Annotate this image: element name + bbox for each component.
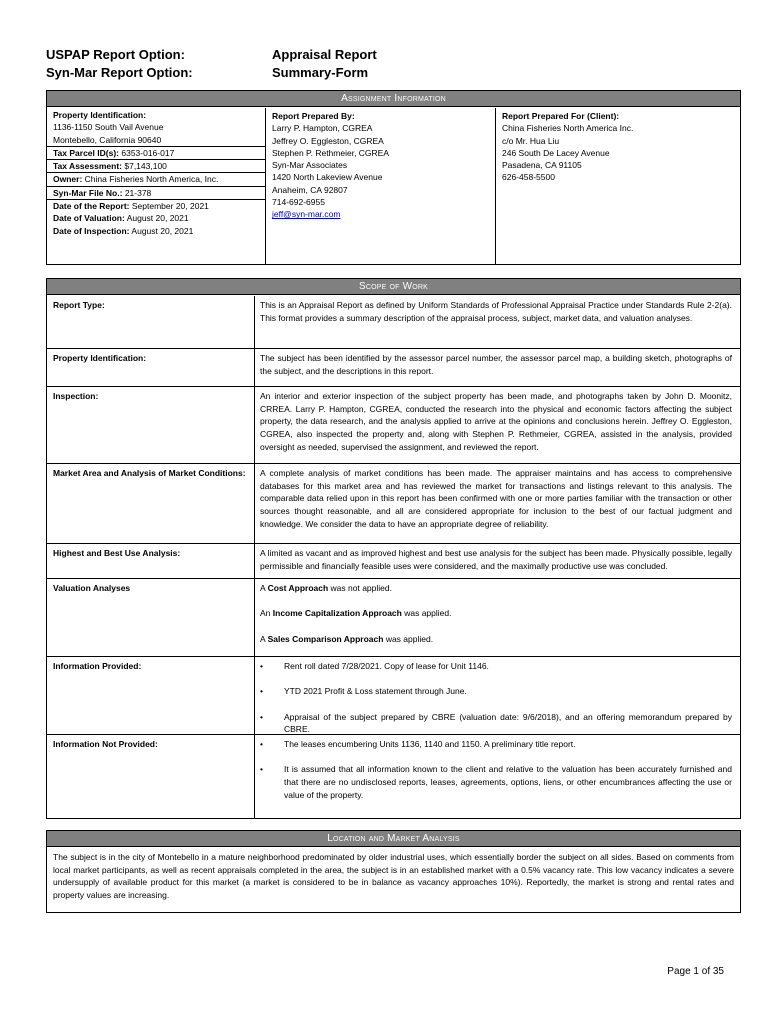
inspection-row [47, 386, 740, 463]
list-item: • Rent roll dated 7/28/2021. Copy of lease for Unit 1146. [260, 661, 489, 671]
inspection-label: Inspection: [53, 391, 99, 401]
prepared-by-line: Syn-Mar Associates [272, 160, 348, 171]
prepared-for-line: 246 South De Lacey Avenue [502, 147, 610, 158]
owner-row: Owner: China Fisheries North America, Inc. [47, 172, 265, 185]
prepared-for-line: c/o Mr. Hua Liu [502, 135, 560, 146]
property-identification-row [47, 348, 740, 386]
location-section-title: Location and Market Analysis [47, 831, 740, 847]
information-not-provided-label: Information Not Provided: [53, 739, 158, 749]
sales-comparison-line: A Sales Comparison Approach was applied. [260, 633, 434, 644]
report-date-row: Date of the Report: September 20, 2021 [47, 199, 265, 212]
prepared-for-line: China Fisheries North America Inc. [502, 123, 634, 134]
valuation-analyses-row [47, 578, 740, 656]
report-type-label: Report Type: [53, 300, 105, 310]
list-item: • Appraisal of the subject prepared by CBRE (valuation date: 9/6/2018), and an offering memorandum prepared by CBRE. [260, 711, 732, 735]
property-identification-text: The subject has been identified by the assessor parcel number, the assessor parcel map, a building sketch, photographs of the subject, and the descriptions in this report. [260, 353, 732, 376]
list-item: • YTD 2021 Profit & Loss statement through June. [260, 686, 467, 697]
address-line-2: Montebello, California 90640 [53, 134, 162, 145]
page-number: Page 1 of 35 [667, 966, 724, 977]
inspection-date-row: Date of Inspection: August 20, 2021 [53, 225, 194, 236]
synmar-option-value: Summary-Form [272, 65, 369, 80]
information-provided-row [47, 656, 740, 734]
information-provided-label: Information Provided: [53, 661, 142, 671]
report-type-text: This is an Appraisal Report as defined by Uniform Standards of Professional Appraisal Practice under Standards Rule 2-2(a). This format provides a summary description of the appraisal process, subject, market data, and valuation analyses. [260, 300, 732, 323]
highest-best-use-text: A limited as vacant and as improved highest and best use analysis for the subject has been made. Physically possible, legally permissible and financially feasible uses were considered, and the maximally productive use was concluded. [260, 548, 732, 571]
market-analysis-row [47, 463, 740, 543]
address-line-1: 1136-1150 South Vail Avenue [53, 122, 164, 133]
property-id-label: Property Identification: [53, 110, 147, 120]
market-analysis-text: A complete analysis of market conditions has been made. The appraiser maintains and has access to comprehensive databases for this market area and has reviewed the market for transactions and listings relevant to this analysis. The comparable data relied upon in this report has been confirmed with one or more parties familiar with the transaction or other sources thought reasonable, and all are considered appropriate for inclusion to the best of our factual judgment and knowledge. We consider the data to have an appropriate degree of reliability. [260, 468, 732, 529]
bullet-icon: • [260, 764, 263, 775]
prepared-by-column [266, 108, 496, 264]
uspap-option-value: Appraisal Report [272, 47, 377, 62]
prepared-for-column [496, 108, 740, 264]
inspection-text: An interior and exterior inspection of the subject property has been made, and photographs taken by John D. Moonitz, CRREA. Larry P. Hampton, CGREA, conducted the research into the physical and economic factors affecting the subject property, the data research, and the analysis applied to arrive at the opinions and conclusions herein. Jeffrey O. Eggleston, CGREA, also inspected the property and, along with Stephen P. Rethmeier, CGREA, assisted in the analysis, provided oversight as needed, supervised the assignment, and reviewed the report. [260, 391, 732, 452]
tax-assessment-row: Tax Assessment: $7,143,100 [47, 159, 265, 172]
prepared-by-line: 1420 North Lakeview Avenue [272, 172, 383, 183]
prepared-for-line: 626-458-5500 [502, 172, 555, 183]
assignment-information-section [46, 90, 741, 265]
income-approach-line: An Income Capitalization Approach was applied. [260, 608, 452, 619]
bullet-icon: • [260, 711, 263, 722]
tax-parcel-row: Tax Parcel ID(s): 6353-016-017 [47, 146, 265, 159]
email-link[interactable]: jeff@syn-mar.com [272, 209, 341, 220]
prepared-by-line: 714-692-6955 [272, 197, 325, 208]
property-identification-label: Property Identification: [53, 353, 147, 363]
cost-approach-line: A Cost Approach was not applied. [260, 583, 392, 593]
assignment-section-title: Assignment Information [47, 91, 740, 107]
synmar-option-label: Syn-Mar Report Option: [46, 65, 193, 80]
market-analysis-label: Market Area and Analysis of Market Conditions: [53, 468, 246, 478]
location-analysis-text: The subject is in the city of Montebello in a mature neighborhood predominated by older industrial uses, which essentially border the subject on all sides. Based on comments from local market participants, as well as recent appraisals completed in the area, the subject is in an established market with a 0.5% vacancy rate. This low vacancy indicates a severe undersupply of available product for this market (a market is considered to be in balance as vacancy approaches 10%). Reportedly, the market is strong and rental rates and property values are increasing. [53, 852, 734, 901]
file-number-row: Syn-Mar File No.: 21-378 [47, 186, 265, 199]
highest-best-use-row [47, 543, 740, 578]
prepared-by-line: Larry P. Hampton, CGREA [272, 123, 373, 134]
bullet-icon: • [260, 661, 263, 671]
bullet-icon: • [260, 686, 263, 697]
list-item: • It is assumed that all information known to the client and relative to the valuation has been accurately furnished and that there are no undisclosed reports, leases, agreements, options, liens, or other encumbrances affecting the use or value of the property. [260, 764, 732, 800]
valuation-date-row: Date of Valuation: August 20, 2021 [53, 213, 189, 224]
property-info-column [47, 108, 266, 264]
information-not-provided-row [47, 734, 740, 819]
scope-of-work-section [46, 278, 741, 819]
bullet-icon: • [260, 739, 263, 749]
list-item: • The leases encumbering Units 1136, 1140 and 1150. A preliminary title report. [260, 739, 576, 749]
prepared-by-line: Anaheim, CA 92807 [272, 184, 348, 195]
uspap-option-label: USPAP Report Option: [46, 47, 185, 62]
prepared-for-line: Pasadena, CA 91105 [502, 160, 582, 171]
prepared-by-label: Report Prepared By: [272, 111, 355, 121]
prepared-for-label: Report Prepared For (Client): [502, 111, 620, 121]
highest-best-use-label: Highest and Best Use Analysis: [53, 548, 181, 558]
valuation-analyses-label: Valuation Analyses [53, 583, 131, 593]
prepared-by-line: Jeffrey O. Eggleston, CGREA [272, 135, 384, 146]
prepared-by-line: Stephen P. Rethmeier, CGREA [272, 147, 390, 158]
scope-section-title: Scope of Work [47, 279, 740, 295]
location-market-analysis-section [46, 830, 741, 913]
report-type-row [47, 296, 740, 348]
